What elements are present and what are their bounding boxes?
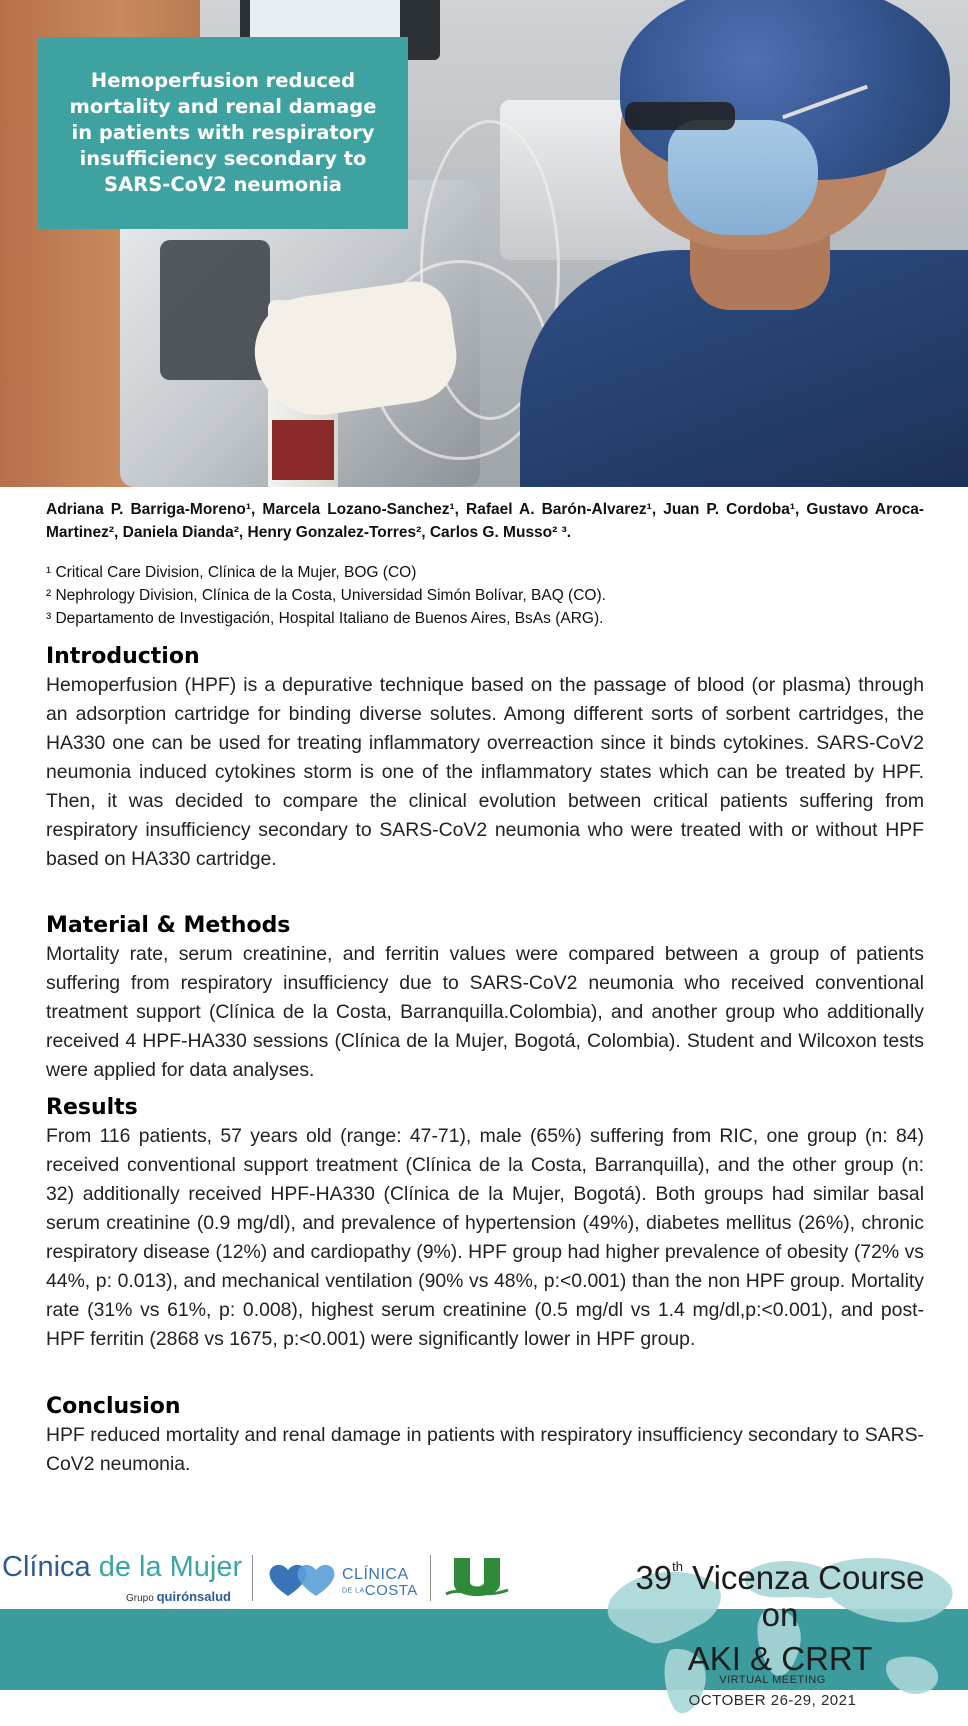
section-heading: Conclusion [46,1394,181,1419]
section-body: HPF reduced mortality and renal damage in patients with respiratory insufficiency secondary to SARS-CoV2 neumonia. [46,1424,924,1475]
section-heading: Results [46,1095,138,1120]
logo-text-accent: de la Mujer [98,1551,243,1583]
title-box [38,37,408,229]
bottle-label [272,420,334,480]
affiliation-2: ² Nephrology Division, Clínica de la Costa, Universidad Simón Bolívar, BAQ (CO). [46,587,606,604]
grupo-label: Grupo [126,1593,154,1604]
conference-ordinal: th [672,1559,684,1574]
author-list: Adriana P. Barriga-Moreno¹, Marcela Lozano-Sanchez¹, Rafael A. Barón-Alvarez¹, Juan P. Cordoba¹, Gustavo Aroca-Martinez², Daniela Dianda², Henry Gonzalez-Torres², Carlos G. Musso² ³. [46,501,924,541]
logo-divider [252,1555,253,1601]
conference-number: 39 [635,1559,673,1596]
clinica-de-la-mujer-logo [2,1551,243,1604]
logo-text: Clínica [2,1551,99,1583]
double-heart-logo [268,1562,342,1598]
conference-title-line3: AKI & CRRT [687,1640,873,1677]
section-body: From 116 patients, 57 years old (range: 47-71), male (65%) suffering from RIC, one group (n: 84) received conventional support treatment (Clínica de la Costa, Barranquilla), and the other group (n: 32) additionally received HPF-HA330 (Clínica de la Mujer, Bogotá). Both groups had similar basal serum creatinine (0.9 mg/dl), and prevalence of hypertension (49%), diabetes mellitus (26%), chronic respiratory disease (12%) and cardiopathy (9%). HPF group had higher prevalence of obesity (72% vs 44%, p: 0.013), and mechanical ventilation (90% vs 48%, p:<0.001) than the non HPF group. Mortality rate (31% vs 61%, p: 0.008), highest serum creatinine (0.5 mg/dl vs 1.4 mg/dl,p:<0.001), and post-HPF ferritin (2868 vs 1675, p:<0.001) were significantly lower in HPF group. [46,1125,924,1350]
conclusion-section [46,1393,924,1479]
conference-name: Vicenza Course [683,1559,925,1596]
section-heading: Introduction [46,644,200,669]
costa-logo-line2 [342,1582,418,1599]
costa-logo-word: COSTA [364,1582,418,1599]
quironsalud-label: quirónsalud [156,1589,231,1604]
methods-section [46,912,924,1085]
costa-logo-line1: CLÍNICA [342,1566,409,1583]
conference-dates: OCTOBER 26-29, 2021 [688,1692,857,1709]
u-shield-logo [442,1556,512,1602]
conference-subtitle: VIRTUAL MEETING [719,1674,826,1686]
clinica-de-la-costa-logo [268,1560,418,1600]
safety-glasses [625,102,735,130]
face-mask [668,120,818,235]
costa-logo-small: DE LA [342,1587,365,1595]
machine-panel [160,240,270,380]
section-body: Hemoperfusion (HPF) is a depurative technique based on the passage of blood (or plasma) through an adsorption cartridge for binding diverse solutes. Among different sorts of sorbent cartridges, the HA330 one can be used for treating inflammatory overreaction since it binds cytokines. SARS-CoV2 neumonia induced cytokines storm is one of the inflammatory states which can be treated by HPF. Then, it was decided to compare the clinical evolution between critical patients suffering from respiratory insufficiency secondary to SARS-CoV2 neumonia who were treated with or without HPF based on HA330 cartridge. [46,674,924,870]
affiliation-1: ¹ Critical Care Division, Clínica de la Mujer, BOG (CO) [46,564,417,581]
section-body: Mortality rate, serum creatinine, and ferritin values were compared between a group of patients suffering from respiratory insufficiency due to SARS-CoV2 neumonia who received conventional treatment support (Clínica de la Costa, Barranquilla.Colombia), and another group who additionally received 4 HPF-HA330 sessions (Clínica de la Mujer, Bogotá, Colombia). Student and Wilcoxon tests were applied for data analyses. [46,943,924,1081]
introduction-section [46,643,924,874]
section-heading: Material & Methods [46,913,291,938]
affiliations [46,561,924,630]
logo-divider [430,1555,431,1601]
conference-title-line2: on [761,1596,799,1633]
affiliation-3: ³ Departamento de Investigación, Hospital Italiano de Buenos Aires, BsAs (ARG). [46,610,604,627]
results-section [46,1094,924,1354]
conference-title-line1 [620,1553,940,1598]
poster-title: Hemoperfusion reduced mortality and renal damage in patients with respiratory insufficiency secondary to SARS-CoV2 neumonia [69,69,377,196]
